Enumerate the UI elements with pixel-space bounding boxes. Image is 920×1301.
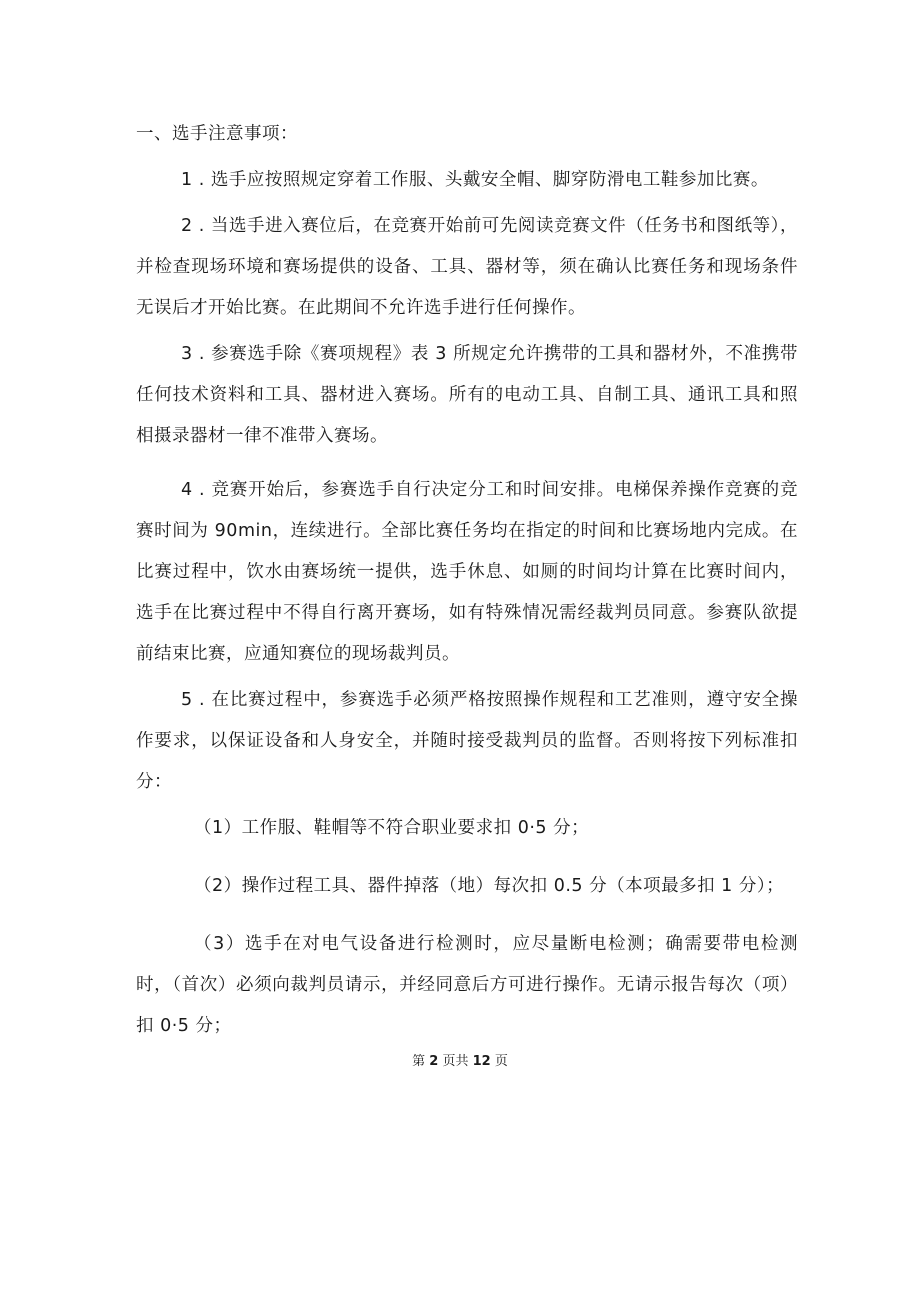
footer-suffix: 页 bbox=[494, 1054, 508, 1069]
footer-middle: 页共 bbox=[442, 1054, 469, 1069]
footer-page-number: 2 bbox=[429, 1054, 439, 1069]
rule-item-1: 1 . 选手应按照规定穿着工作服、头戴安全帽、脚穿防滑电工鞋参加比赛。 bbox=[181, 170, 769, 190]
deduction-item-3: （3）选手在对电气设备进行检测时，应尽量断电检测；确需要带电检测时，（首次）必须向裁判员请示，并经同意后方可进行操作。无请示报告每次（项）扣 0·5 分； bbox=[136, 934, 798, 1036]
rule-item-3: 3 . 参赛选手除《赛项规程》表 3 所规定允许携带的工具和器材外，不准携带任何技术资料和工具、器材进入赛场。所有的电动工具、自制工具、通讯工具和照相摄录器材一律不准带入赛场。 bbox=[136, 344, 798, 446]
rule-item-4: 4 . 竞赛开始后，参赛选手自行决定分工和时间安排。电梯保养操作竞赛的竞赛时间为 90min，连续进行。全部比赛任务均在指定的时间和比赛场地内完成。在比赛过程中，饮水由赛场统一提供，选手休息、如厕的时间均计算在比赛时间内，选手在比赛过程中不得自行离开赛场，如有特殊情况需经裁判员同意。参赛队欲提前结束比赛，应通知赛位的现场裁判员。 bbox=[136, 480, 798, 664]
document-body bbox=[136, 114, 798, 1052]
footer-prefix: 第 bbox=[412, 1054, 426, 1069]
page-footer bbox=[0, 1052, 920, 1072]
section-heading: 一、选手注意事项： bbox=[136, 124, 298, 144]
footer-total-pages: 12 bbox=[472, 1054, 491, 1069]
rule-item-2: 2 . 当选手进入赛位后，在竞赛开始前可先阅读竞赛文件（任务书和图纸等），并检查现场环境和赛场提供的设备、工具、器材等，须在确认比赛任务和现场条件无误后才开始比赛。在此期间不允许选手进行任何操作。 bbox=[136, 216, 798, 318]
rule-item-5: 5 . 在比赛过程中，参赛选手必须严格按照操作规程和工艺准则，遵守安全操作要求，以保证设备和人身安全，并随时接受裁判员的监督。否则将按下列标准扣分： bbox=[136, 690, 798, 792]
deduction-item-1: （1）工作服、鞋帽等不符合职业要求扣 0·5 分； bbox=[194, 818, 590, 838]
deduction-item-2: （2）操作过程工具、器件掉落（地）每次扣 0.5 分（本项最多扣 1 分）； bbox=[194, 876, 785, 896]
